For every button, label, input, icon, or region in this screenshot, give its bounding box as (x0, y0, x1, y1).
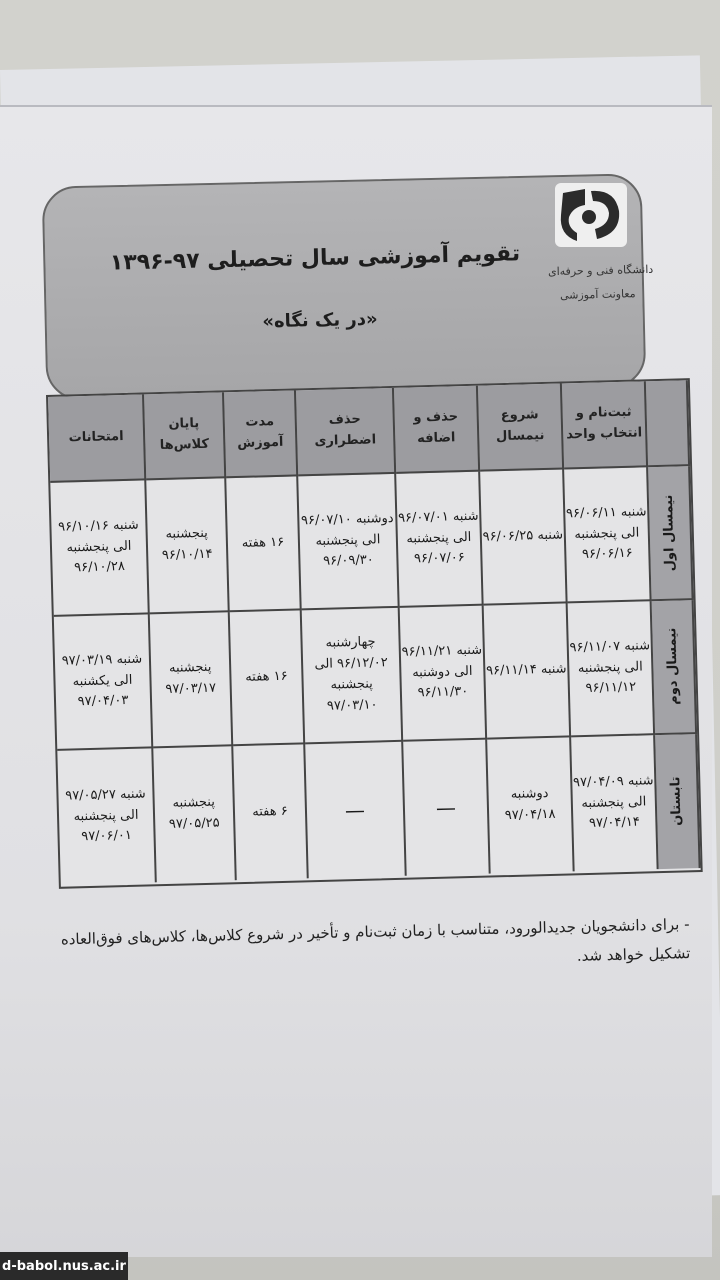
table-cell: شنبه ۹۶/۱۰/۱۶ الی پنجشنبه ۹۶/۱۰/۲۸ (50, 480, 149, 616)
col-header: امتحانات (48, 394, 146, 482)
table-cell: شنبه ۹۶/۰۶/۲۵ (480, 469, 567, 605)
table-cell: ۱۶ هفته (226, 476, 301, 612)
calendar-table (46, 378, 703, 889)
table-cell: چهارشنبه ۹۶/۱۲/۰۲ الی پنجشنبه ۹۷/۰۳/۱۰ (302, 608, 403, 745)
table-corner (646, 380, 690, 467)
col-header: حذف و اضافه (394, 386, 480, 474)
table-cell: شنبه ۹۶/۰۷/۰۱ الی پنجشنبه ۹۶/۰۷/۰۶ (396, 472, 483, 608)
table-cell: شنبه ۹۷/۰۳/۱۹ الی یکشنبه ۹۷/۰۴/۰۳ (54, 614, 153, 750)
row-label: نیمسال اول (648, 466, 693, 601)
table-cell: دوشنبه ۹۶/۰۷/۱۰ الی پنجشنبه ۹۶/۰۹/۳۰ (298, 474, 399, 611)
document-subtitle: «در یک نگاه» (262, 308, 378, 333)
table-cell: پنجشنبه ۹۷/۰۳/۱۷ (150, 612, 233, 748)
col-header: ثبت‌نام و انتخاب واحد (562, 381, 648, 469)
table-cell: شنبه ۹۷/۰۵/۲۷ الی پنجشنبه ۹۷/۰۶/۰۱ (57, 748, 156, 884)
table-cell: شنبه ۹۶/۱۱/۲۱ الی دوشنبه ۹۶/۱۱/۳۰ (400, 606, 487, 742)
org-department: معاونت آموزشی (559, 287, 636, 302)
footnote: - برای دانشجویان جدیدالورود، متناسب با زمان ثبت‌نام و تأخیر در شروع کلاس‌ها، کلاس‌های فوق‌العاده تشکیل خواهد شد. (60, 915, 691, 965)
col-header: مدت آموزش (224, 390, 298, 478)
col-header: پایان کلاس‌ها (144, 392, 226, 480)
col-header: شروع نیمسال (478, 383, 564, 471)
table-cell: شنبه ۹۶/۱۱/۰۷ الی پنجشنبه ۹۶/۱۱/۱۲ (568, 601, 655, 737)
university-logo-icon (555, 183, 627, 247)
table-cell: ۶ هفته (233, 744, 308, 880)
table-cell: پنجشنبه ۹۶/۱۰/۱۴ (146, 478, 229, 614)
table-cell: دوشنبه ۹۷/۰۴/۱۸ (487, 737, 574, 873)
table-cell: پنجشنبه ۹۷/۰۵/۲۵ (153, 746, 236, 882)
org-name: دانشگاه فنی و حرفه‌ای (547, 262, 654, 279)
table-cell: شنبه ۹۶/۰۶/۱۱ الی پنجشنبه ۹۶/۰۶/۱۶ (564, 467, 651, 603)
site-watermark: d-babol.nus.ac.ir (0, 1252, 128, 1280)
table-cell: شنبه ۹۷/۰۴/۰۹ الی پنجشنبه ۹۷/۰۴/۱۴ (571, 735, 658, 871)
row-label: تابستان (655, 734, 700, 869)
row-label: نیمسال دوم (652, 600, 697, 735)
table-cell: شنبه ۹۶/۱۱/۱۴ (484, 603, 571, 739)
table-cell: ۱۶ هفته (230, 610, 305, 746)
document-title: تقویم آموزشی سال تحصیلی ۹۷-۱۳۹۶ (109, 241, 521, 276)
table-cell: — (305, 742, 406, 879)
col-header: حذف اضطراری (296, 388, 396, 477)
table-cell: — (403, 740, 490, 876)
